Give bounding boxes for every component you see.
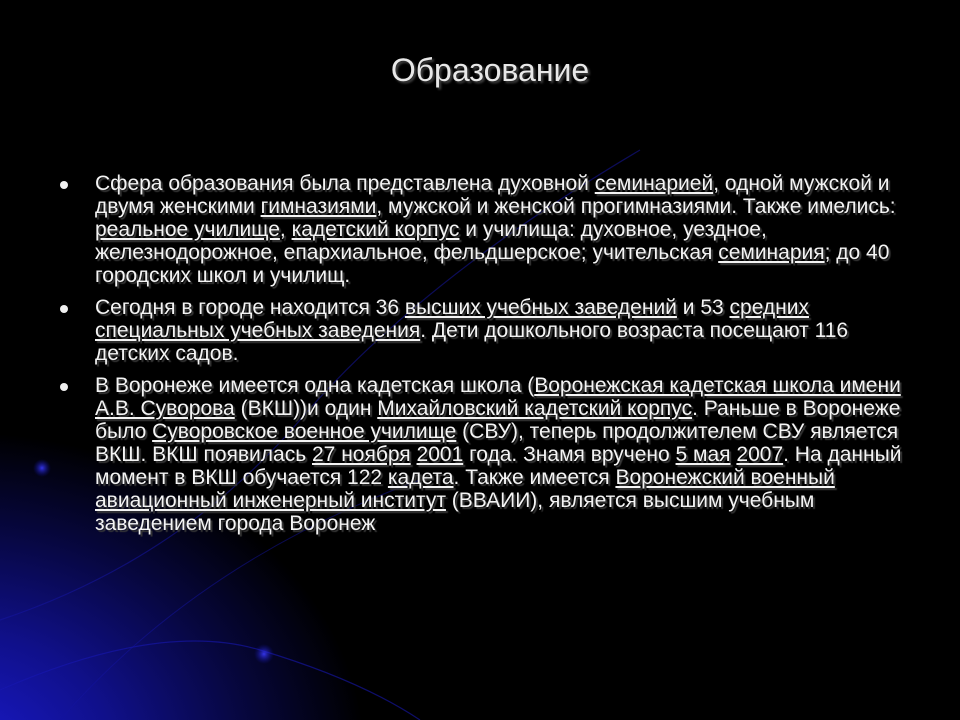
bullet-text: Сфера образования была представлена духовной	[95, 172, 595, 195]
slide-title: Образование	[390, 52, 590, 88]
bullet-text: . Также имеется	[453, 466, 616, 489]
hyperlink[interactable]: 27 ноября	[312, 443, 411, 466]
bullet-item-2	[60, 296, 910, 365]
hyperlink[interactable]: 2007	[736, 443, 784, 466]
bullet-text: ; до 40 городских школ и училищ.	[95, 241, 890, 287]
hyperlink[interactable]: средних специальных учебных заведения	[95, 296, 809, 342]
bullet-list	[60, 172, 910, 535]
bullet-text: (ВВАИИ), является высшим учебным заведением города Воронеж	[95, 489, 815, 535]
hyperlink[interactable]: кадетский корпус	[291, 218, 460, 241]
hyperlink[interactable]: Воронежская кадетская школа имени А.В. Суворова	[95, 374, 901, 420]
hyperlink[interactable]: 2001	[416, 443, 464, 466]
bullet-text: В Воронеже имеется одна кадетская школа (	[95, 374, 535, 397]
bullet-text: Сегодня в городе находится 36	[95, 296, 405, 319]
bullet-text: . Раньше в Воронеже было	[95, 397, 901, 443]
bullet-text: (ВКШ))и один	[234, 397, 378, 420]
hyperlink[interactable]: Воронежский военный авиационный инженерный институт	[95, 466, 835, 512]
bullet-text: , одной мужской и двумя женскими	[95, 172, 890, 218]
hyperlink[interactable]: семинарией	[594, 172, 714, 195]
hyperlink[interactable]: высших учебных заведений	[404, 296, 677, 319]
bullet-text: . На данный момент в ВКШ обучается 122	[95, 443, 902, 489]
hyperlink[interactable]: семинария	[718, 241, 825, 264]
hyperlink[interactable]: реальное училище	[95, 218, 280, 241]
hyperlink[interactable]: кадета	[387, 466, 454, 489]
bullet-text: , мужской и женской прогимназиями. Также имелись:	[376, 195, 896, 218]
hyperlink[interactable]: гимназиями	[260, 195, 377, 218]
hyperlink[interactable]: Суворовское военное училище	[152, 420, 457, 443]
bullet-item-3	[60, 374, 910, 535]
bullet-text: года. Знамя вручено	[463, 443, 676, 466]
bullet-text: (СВУ), теперь продолжителем СВУ является ВКШ. ВКШ появилась	[95, 420, 899, 466]
bullet-dot-icon	[60, 383, 68, 391]
bullet-item-1	[60, 172, 910, 287]
hyperlink[interactable]: 5 мая	[675, 443, 731, 466]
bullet-text: ,	[279, 218, 292, 241]
bullet-dot-icon	[60, 305, 68, 313]
bullet-text: . Дети дошкольного возраста посещают 116 детских садов.	[95, 319, 849, 365]
bullet-text: и училища: духовное, уездное, железнодорожное, епархиальное, фельдшерское; учительская	[95, 218, 767, 264]
bullet-text: и 53	[676, 296, 730, 319]
hyperlink[interactable]: Михайловский кадетский корпус	[377, 397, 693, 420]
bullet-dot-icon	[60, 181, 68, 189]
